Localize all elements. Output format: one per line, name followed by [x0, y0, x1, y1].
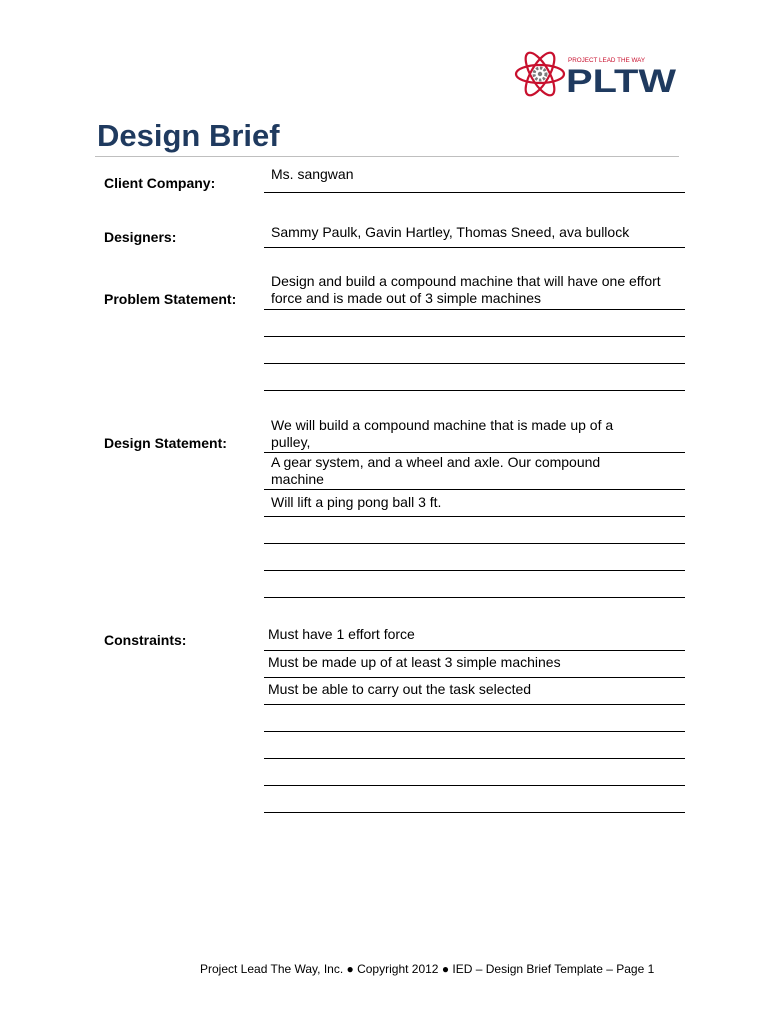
logo-wordmark: PLTW	[566, 63, 677, 99]
page-footer: Project Lead The Way, Inc. ● Copyright 2012 ● IED – Design Brief Template – Page 1	[200, 962, 655, 976]
design-statement-line	[264, 516, 685, 517]
problem-statement-line	[264, 309, 685, 310]
design-statement-line	[264, 452, 685, 453]
constraints-line-1[interactable]: Must have 1 effort force	[268, 626, 415, 642]
client-company-value[interactable]: Ms. sangwan	[271, 166, 354, 182]
constraints-line	[264, 704, 685, 705]
constraints-line	[264, 812, 685, 813]
constraints-label: Constraints:	[104, 632, 187, 648]
designers-value[interactable]: Sammy Paulk, Gavin Hartley, Thomas Sneed, ava bullock	[271, 224, 630, 240]
designers-label: Designers:	[104, 229, 177, 245]
design-statement-line	[264, 597, 685, 598]
constraints-line	[264, 785, 685, 786]
problem-statement-line	[264, 363, 685, 364]
design-statement-line	[264, 489, 685, 490]
problem-statement-line	[264, 390, 685, 391]
design-statement-line-2[interactable]: A gear system, and a wheel and axle. Our compound machine	[271, 454, 601, 487]
title-divider	[95, 156, 679, 157]
constraints-line-2[interactable]: Must be made up of at least 3 simple machines	[268, 654, 561, 670]
designers-line	[264, 247, 685, 248]
client-company-label: Client Company:	[104, 175, 216, 191]
design-statement-line	[264, 570, 685, 571]
constraints-line	[264, 677, 685, 678]
problem-statement-line	[264, 336, 685, 337]
design-statement-line-1[interactable]: We will build a compound machine that is made up of a pulley,	[271, 417, 614, 450]
problem-statement-label: Problem Statement:	[104, 291, 237, 307]
pltw-logo	[510, 44, 680, 104]
design-statement-label: Design Statement:	[104, 435, 227, 451]
problem-statement-line-1[interactable]: Design and build a compound machine that will have one effort force and is made out of 3 simple machines	[271, 273, 661, 306]
page-title: Design Brief	[97, 118, 280, 153]
constraints-line-3[interactable]: Must be able to carry out the task selected	[268, 681, 532, 697]
constraints-line	[264, 758, 685, 759]
logo-tagline: PROJECT LEAD THE WAY	[568, 57, 646, 64]
constraints-line	[264, 650, 685, 651]
constraints-line	[264, 731, 685, 732]
design-statement-line	[264, 543, 685, 544]
client-company-line	[264, 192, 685, 193]
design-statement-line-3[interactable]: Will lift a ping pong ball 3 ft.	[271, 494, 442, 510]
atom-icon	[516, 49, 564, 100]
